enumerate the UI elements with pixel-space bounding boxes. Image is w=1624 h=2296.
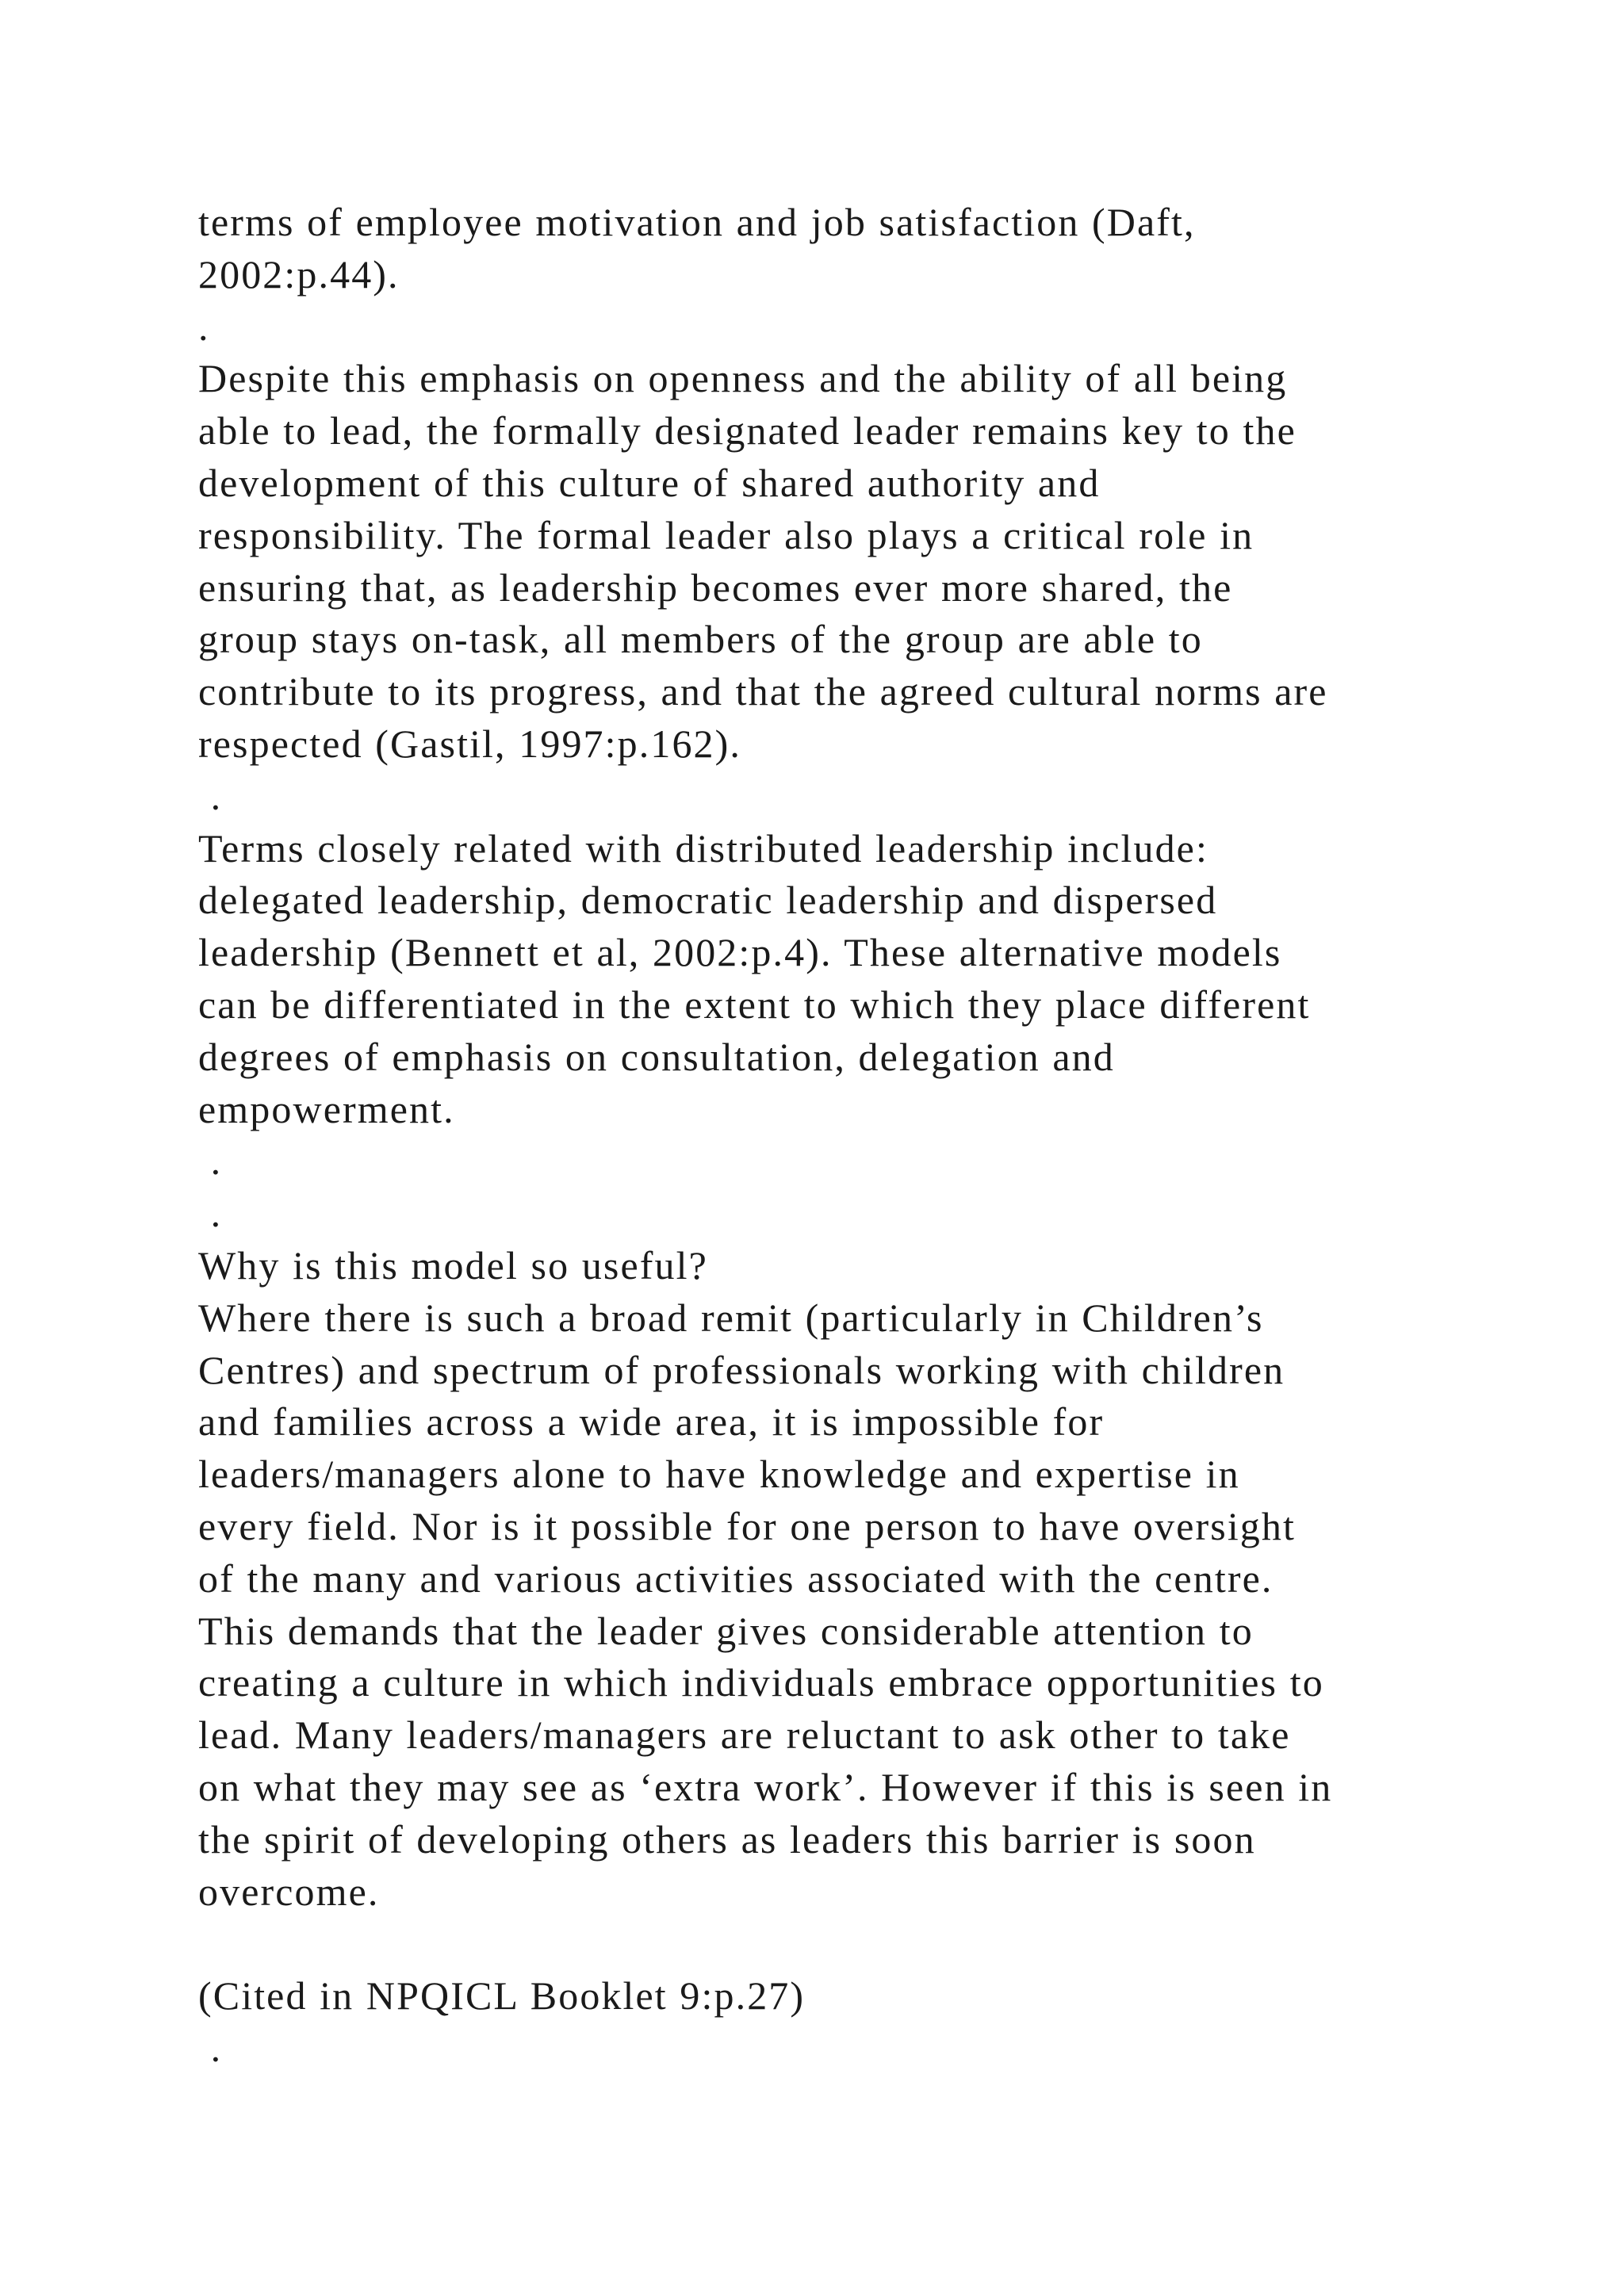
- text-line: ensuring that, as leadership becomes ever more shared, the: [198, 564, 1233, 610]
- separator-dot: .: [198, 304, 210, 349]
- text-line: leaders/managers alone to have knowledge and expertise in: [198, 1452, 1240, 1497]
- text-line: degrees of emphasis on consultation, delegation and: [198, 1034, 1115, 1079]
- text-line: leadership (Bennett et al, 2002:p.4). These alternative models: [198, 930, 1282, 975]
- text-line: Despite this emphasis on openness and the ability of all being: [198, 356, 1288, 401]
- section-heading: Why is this model so useful?: [198, 1242, 708, 1288]
- text-line: creating a culture in which individuals embrace opportunities to: [198, 1660, 1324, 1705]
- blank-line: [198, 1918, 1499, 1970]
- text-line: terms of employee motivation and job satisfaction (Daft,: [198, 200, 1196, 244]
- text-line: and families across a wide area, it is impossible for: [198, 1399, 1105, 1445]
- text-line: This demands that the leader gives considerable attention to: [198, 1608, 1254, 1653]
- text-line: empowerment.: [198, 1086, 455, 1131]
- text-line: group stays on-task, all members of the group are able to: [198, 617, 1203, 662]
- text-line: the spirit of developing others as leaders this barrier is soon: [198, 1816, 1256, 1862]
- separator-dot: .: [198, 773, 223, 818]
- text-line: lead. Many leaders/managers are reluctant to ask other to take: [198, 1712, 1291, 1758]
- separator-dot: .: [198, 1138, 223, 1184]
- text-line: can be differentiated in the extent to which they place different: [198, 982, 1311, 1027]
- separator-dot: .: [198, 2025, 223, 2070]
- text-line: able to lead, the formally designated leader remains key to the: [198, 408, 1297, 453]
- document-body: [198, 197, 1499, 2075]
- text-line: responsibility. The formal leader also plays a critical role in: [198, 512, 1254, 557]
- text-line: Where there is such a broad remit (particularly in Children’s: [198, 1295, 1264, 1340]
- text-line: of the many and various activities associated with the centre.: [198, 1556, 1274, 1601]
- text-line: overcome.: [198, 1869, 380, 1914]
- citation: (Cited in NPQICL Booklet 9:p.27): [198, 1973, 806, 2019]
- text-line: development of this culture of shared authority and: [198, 460, 1101, 505]
- separator-dot: .: [198, 1191, 223, 1236]
- text-line: respected (Gastil, 1997:p.162).: [198, 721, 741, 766]
- text-line: 2002:p.44).: [198, 251, 400, 297]
- text-line: Terms closely related with distributed leadership include:: [198, 825, 1208, 871]
- text-line: every field. Nor is it possible for one person to have oversight: [198, 1503, 1296, 1548]
- text-line: delegated leadership, democratic leadership and dispersed: [198, 878, 1218, 923]
- text-line: contribute to its progress, and that the agreed cultural norms are: [198, 669, 1328, 714]
- text-line: on what they may see as ‘extra work’. However if this is seen in: [198, 1764, 1333, 1809]
- text-line: Centres) and spectrum of professionals working with children: [198, 1347, 1285, 1392]
